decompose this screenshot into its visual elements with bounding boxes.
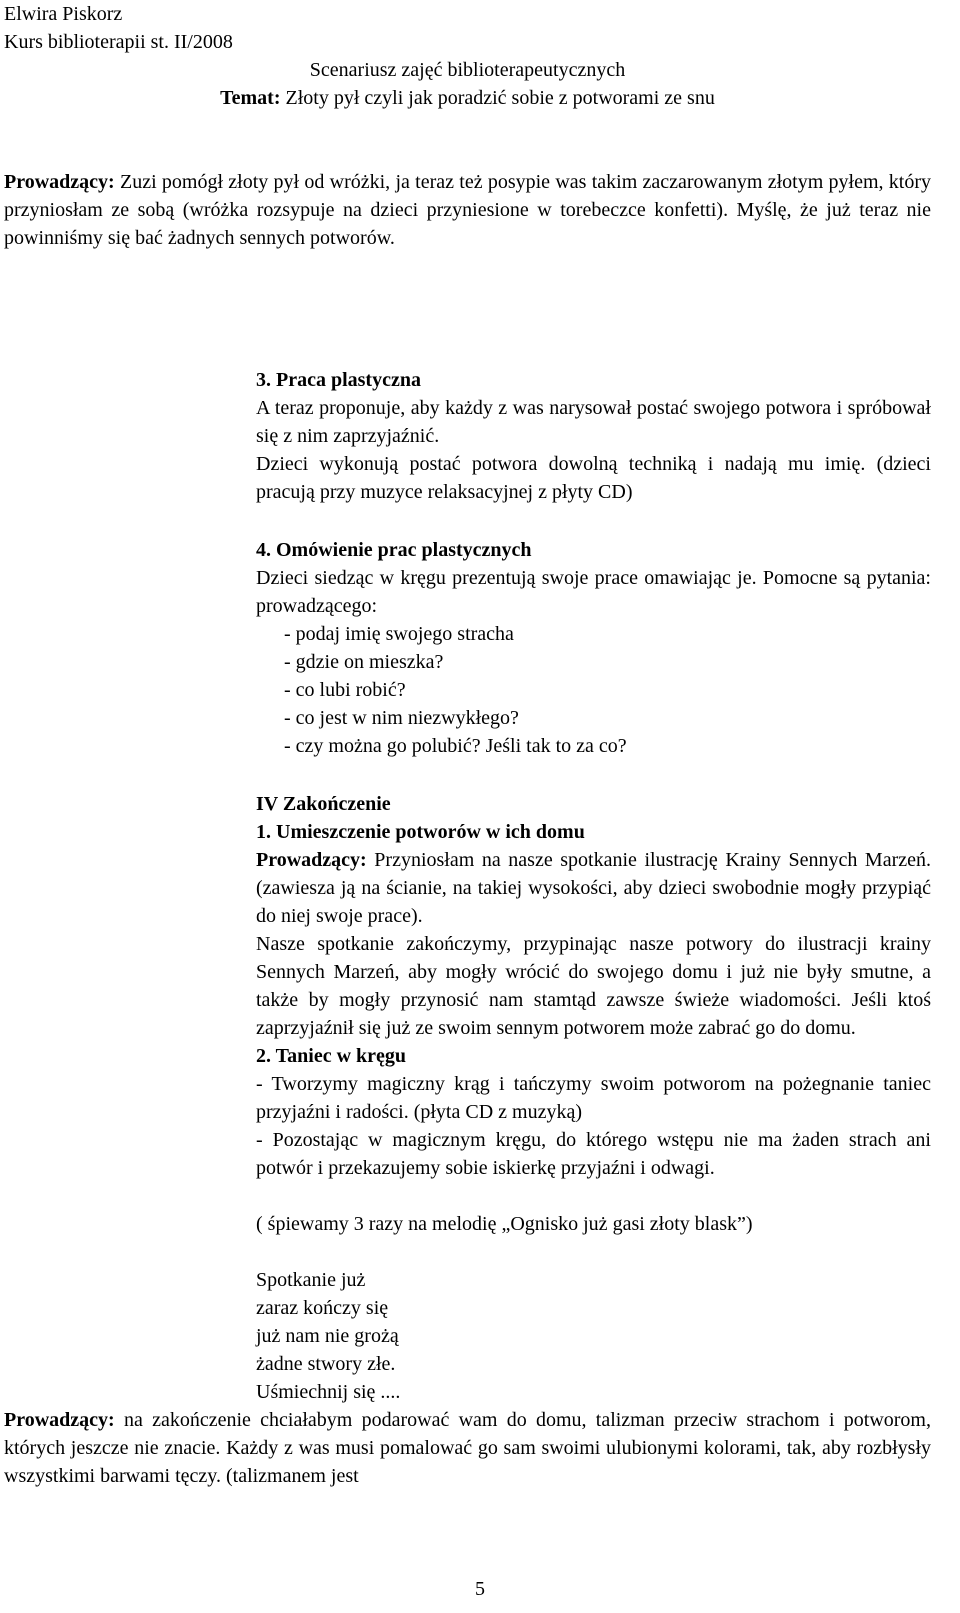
- question-list: [256, 620, 931, 760]
- section-3: [256, 366, 931, 506]
- ending-subheading-2: 2. Taniec w kręgu: [256, 1045, 407, 1067]
- ending-section: [256, 790, 931, 1406]
- song-line: żadne stwory złe.: [256, 1353, 396, 1375]
- section-4-heading: 4. Omówienie prac plastycznych: [256, 539, 532, 561]
- ending-text-1: Przyniosłam na nasze spotkanie ilustrację Krainy Sennych Marzeń. (zawiesza ją na ścianie, na takiej wysokości, aby dzieci swobodnie mogły przypiąć do niej swoje prace).: [256, 849, 931, 927]
- page-number: 5: [475, 1578, 485, 1600]
- document-title: Scenariusz zajęć biblioterapeutycznych: [309, 59, 626, 81]
- closing-speaker: Prowadzący:: [4, 1409, 115, 1431]
- intro-section: [4, 168, 931, 252]
- topic-label: Temat:: [220, 87, 281, 109]
- intro-paragraph: [4, 168, 931, 252]
- closing-section: [4, 1406, 931, 1490]
- ending-paragraph-2: Nasze spotkanie zakończymy, przypinając nasze potwory do ilustracji krainy Sennych Marzeń, aby mogły wrócić do swojego domu i już nie były smutne, a także by mogły przynosić nam stamtąd zawsze świeże wiadomości. Jeśli ktoś zaprzyjaźnił się już ze swoim sennym potworem może zabrać go do domu.: [256, 933, 931, 1039]
- topic-text: Złoty pył czyli jak poradzić sobie z potworami ze snu: [280, 87, 715, 109]
- ending-subheading-1: 1. Umieszczenie potworów w ich domu: [256, 821, 585, 843]
- author-name: Elwira Piskorz: [4, 3, 123, 25]
- closing-text: na zakończenie chciałabym podarować wam do domu, talizman przeciw strachom i potworom, których jeszcze nie znacie. Każdy z was musi pomalować go sam swoimi ulubionymi kolorami, tak, aby rozbłysły wszystkimi barwami tęczy. (talizmanem jest: [4, 1409, 931, 1487]
- list-item: - czy można go polubić? Jeśli tak to za co?: [284, 735, 627, 757]
- section-4: [256, 536, 931, 760]
- section-3-paragraph-1: A teraz proponuje, aby każdy z was narysował postać swojego potwora i spróbował się z nim zaprzyjaźnić.: [256, 397, 931, 447]
- section-3-heading: 3. Praca plastyczna: [256, 369, 421, 391]
- topic-line: [4, 84, 931, 112]
- song-line: już nam nie grożą: [256, 1325, 399, 1347]
- list-item: - co lubi robić?: [284, 679, 406, 701]
- ending-paragraph-1: [256, 846, 931, 930]
- song-line: zaraz kończy się: [256, 1297, 389, 1319]
- song-lyrics: [256, 1266, 931, 1406]
- list-item: - co jest w nim niezwykłego?: [284, 707, 519, 729]
- closing-paragraph: [4, 1406, 931, 1490]
- course-name: Kurs biblioterapii st. II/2008: [4, 31, 233, 53]
- list-item: - podaj imię swojego stracha: [284, 623, 514, 645]
- section-4-paragraph: Dzieci siedząc w kręgu prezentują swoje prace omawiając je. Pomocne są pytania: prowadzącego:: [256, 567, 931, 617]
- song-line: Spotkanie już: [256, 1269, 366, 1291]
- section-3-paragraph-2: Dzieci wykonują postać potwora dowolną techniką i nadają mu imię. (dzieci pracują przy muzyce relaksacyjnej z płyty CD): [256, 453, 931, 503]
- list-item: - gdzie on mieszka?: [284, 651, 444, 673]
- ending-paragraph-3: - Tworzymy magiczny krąg i tańczymy swoim potworom na pożegnanie taniec przyjaźni i radości. (płyta CD z muzyką): [256, 1073, 931, 1123]
- intro-speaker: Prowadzący:: [4, 171, 115, 193]
- ending-speaker: Prowadzący:: [256, 849, 367, 871]
- song-intro: ( śpiewamy 3 razy na melodię „Ognisko już gasi złoty blask”): [256, 1213, 753, 1235]
- ending-heading: IV Zakończenie: [256, 793, 391, 815]
- song-line: Uśmiechnij się ....: [256, 1381, 401, 1403]
- document-header: [4, 0, 931, 112]
- intro-text: Zuzi pomógł złoty pył od wróżki, ja teraz też posypie was takim zaczarowanym złotym pyłem, który przyniosłam ze sobą (wróżka rozsypuje na dzieci przyniesione w torebeczce konfetti). Myślę, że już teraz nie powinniśmy się bać żadnych sennych potworów.: [4, 171, 931, 249]
- ending-paragraph-4: - Pozostając w magicznym kręgu, do którego wstępu nie ma żaden strach ani potwór i przekazujemy sobie iskierkę przyjaźni i odwagi.: [256, 1129, 931, 1179]
